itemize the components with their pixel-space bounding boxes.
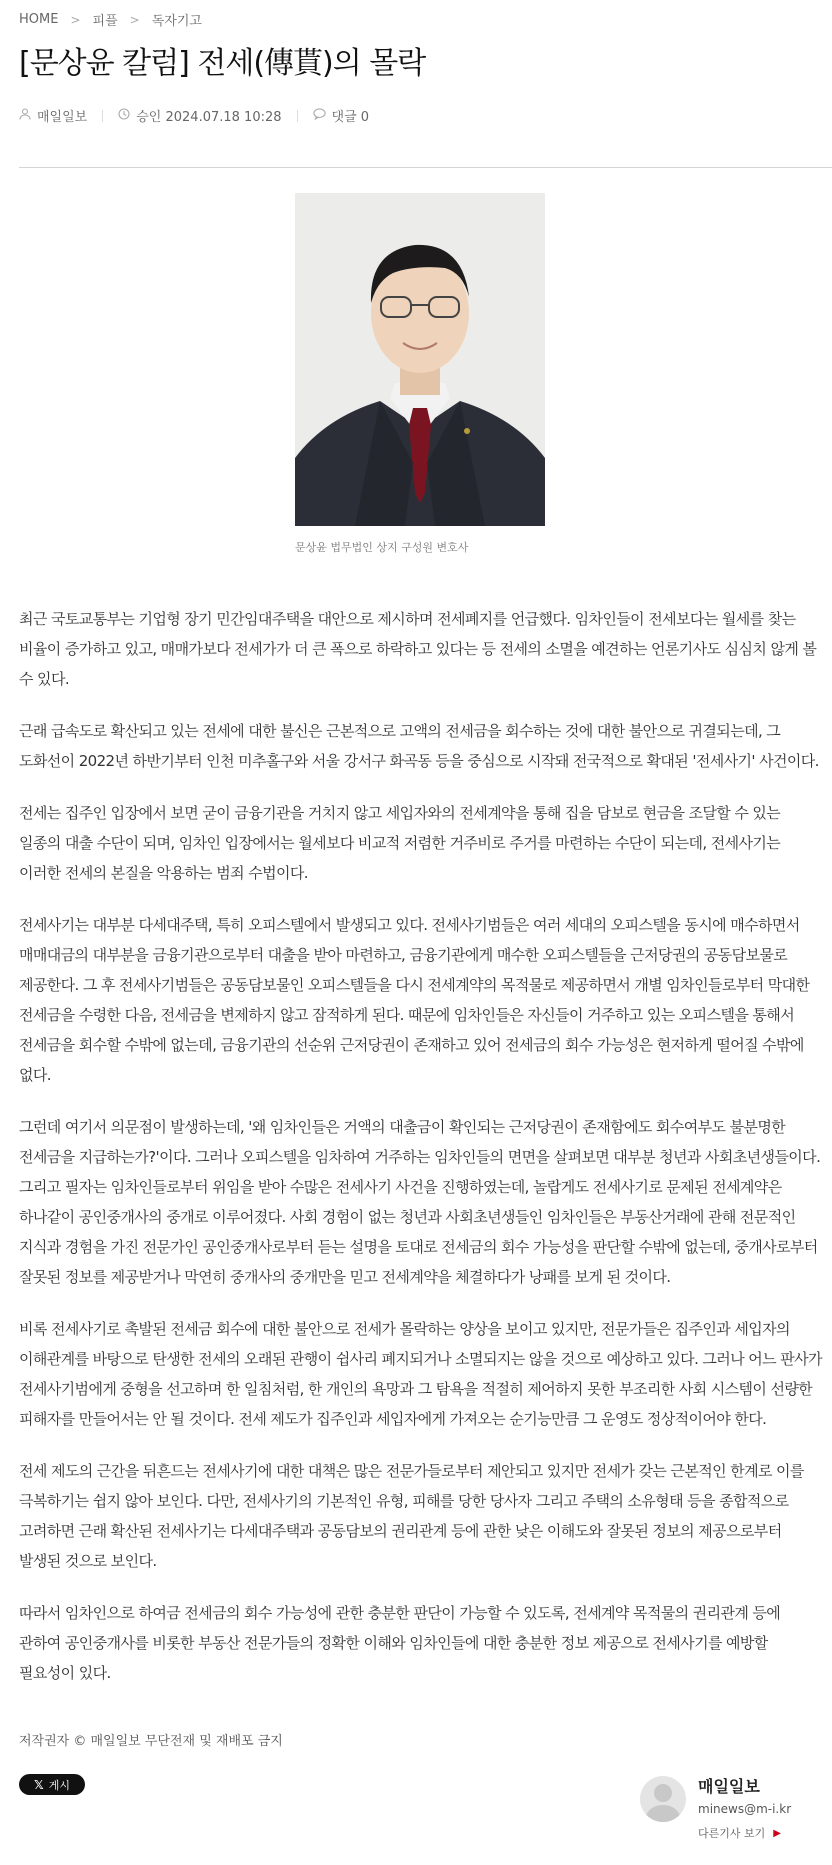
- date-meta: [118, 106, 281, 125]
- comment-count: 댓글 0: [331, 110, 370, 125]
- paragraph: 전세 제도의 근간을 뒤흔드는 전세사기에 대한 대책은 많은 전문가들로부터 제안되고 있지만 전세가 갖는 근본적인 한계로 이를 극복하기는 쉽지 않아 보인다. 다만, 전세사기의 기본적인 유형, 피해를 당한 당사자 그리고 주택의 소유형태 등을 종합적으로 고려하면 근래 확산된 전세사기는 다세대주택과 공동담보의 권리관계 등에 관한 낮은 이해도와 잘못된 정보의 제공으로부터 발생된 것으로 보인다.: [19, 1462, 804, 1570]
- meta-divider: [297, 110, 298, 122]
- paragraph: 그런데 여기서 의문점이 발생하는데, '왜 임차인들은 거액의 대출금이 확인되는 근저당권이 존재함에도 회수여부도 불분명한 전세금을 지급하는가?'이다. 그러나 오피스텔을 임차하여 거주하는 임차인들의 면면을 살펴보면 대부분 청년과 사회초년생들이다. 그리고 필자는 임차인들로부터 위임을 받아 수많은 전세사기 사건을 진행하였는데, 놀랍게도 전세사기로 문제된 전세계약은 하나같이 공인중개사의 중개로 이루어졌다. 사회 경험이 없는 청년과 사회초년생들인 임차인들은 부동산거래에 관해 전문적인 지식과 경험을 가진 전문가인 공인중개사로부터 듣는 설명을 토대로 전세금의 회수 가능성을 판단할 수밖에 없는데, 중개사로부터 잘못된 정보를 제공받거나 막연히 중개사의 중개만을 믿고 전세계약을 체결하다가 낭패를 보게 된 것이다.: [19, 1118, 821, 1286]
- author-box: [640, 1768, 830, 1858]
- comment-icon: [313, 108, 326, 124]
- paragraph: 근래 급속도로 확산되고 있는 전세에 대한 불신은 근본적으로 고액의 전세금을 회수하는 것에 대한 불안으로 귀결되는데, 그 도화선이 2022년 하반기부터 인천 미추홀구와 서울 강서구 화곡동 등을 중심으로 시작돼 전국적으로 확대된 '전세사기' 사건이다.: [19, 722, 819, 770]
- caret-right-icon: ▶: [773, 1827, 781, 1839]
- approved-date: 승인 2024.07.18 10:28: [136, 110, 282, 125]
- x-post-button[interactable]: [19, 1774, 85, 1795]
- author-box-name: 매일일보: [698, 1777, 760, 1796]
- author-name: 매일일보: [37, 110, 88, 125]
- breadcrumb-home-link[interactable]: HOME: [19, 12, 59, 27]
- more-articles-link[interactable]: [698, 1825, 781, 1841]
- paragraph: 전세사기는 대부분 다세대주택, 특히 오피스텔에서 발생되고 있다. 전세사기범들은 여러 세대의 오피스텔을 동시에 매수하면서 매매대금의 대부분을 금융기관으로부터 대출을 받아 마련하고, 금융기관에게 매수한 오피스텔들을 근저당권의 공동담보물로 제공한다. 그 후 전세사기범들은 공동담보물인 오피스텔들을 다시 전세계약의 목적물로 제공하면서 개별 임차인들로부터 막대한 전세금을 수령한 다음, 전세금을 변제하지 않고 잠적하게 된다. 때문에 임차인들은 자신들이 거주하고 있는 오피스텔을 통해서 전세금을 회수할 수밖에 없는데, 금융기관의 선순위 근저당권이 존재하고 있어 전세금의 회수 가능성은 현저하게 떨어질 수밖에 없다.: [19, 916, 810, 1084]
- avatar: [640, 1776, 686, 1822]
- x-logo-icon: 𝕏: [34, 1777, 44, 1792]
- author-email[interactable]: minews@m-i.kr: [698, 1802, 792, 1816]
- photo-caption: 문상윤 법무법인 상지 구성원 변호사: [295, 541, 469, 554]
- meta-divider: [102, 110, 103, 122]
- paragraph: 비록 전세사기로 촉발된 전세금 회수에 대한 불안으로 전세가 몰락하는 양상을 보이고 있지만, 전문가들은 집주인과 세입자의 이해관계를 바탕으로 탄생한 전세의 오래된 관행이 쉽사리 폐지되거나 소멸되지는 않을 것으로 예상하고 있다. 그러나 어느 판사가 전세사기범에게 중형을 선고하며 한 일침처럼, 한 개인의 욕망과 그 탐욕을 적절히 제어하지 못한 부조리한 사회 시스템이 선량한 피해자를 만들어서는 안 될 것이다. 전세 제도가 집주인과 세입자에게 가져오는 순기능만큼 그 운영도 정상적이어야 한다.: [19, 1320, 822, 1428]
- copyright-notice: 저작권자 © 매일일보 무단전재 및 재배포 금지: [19, 1734, 283, 1749]
- article-body: [19, 604, 822, 1710]
- article-meta: [19, 106, 369, 125]
- breadcrumb: [19, 10, 202, 29]
- comments-meta[interactable]: [313, 106, 370, 125]
- author-meta: [19, 106, 87, 125]
- paragraph: 최근 국토교통부는 기업형 장기 민간임대주택을 대안으로 제시하며 전세폐지를 언급했다. 임차인들이 전세보다는 월세를 찾는 비율이 증가하고 있고, 매매가보다 전세가가 더 큰 폭으로 하락하고 있다는 등 전세의 소멸을 예견하는 언론기사도 심심치 않게 볼 수 있다.: [19, 610, 817, 688]
- header-divider: [19, 167, 832, 168]
- user-icon: [19, 108, 31, 124]
- chevron-right-icon: >: [129, 12, 140, 27]
- breadcrumb-subsection-link[interactable]: 독자기고: [151, 14, 202, 29]
- chevron-right-icon: >: [70, 12, 81, 27]
- paragraph: 전세는 집주인 입장에서 보면 굳이 금융기관을 거치지 않고 세입자와의 전세계약을 통해 집을 담보로 현금을 조달할 수 있는 일종의 대출 수단이 되며, 임차인 입장에서는 월세보다 비교적 저렴한 거주비로 주거를 마련하는 수단이 되는데, 전세사기는 이러한 전세의 본질을 악용하는 범죄 수법이다.: [19, 804, 781, 882]
- page-title: [문상윤 칼럼] 전세(傳貰)의 몰락: [19, 46, 426, 81]
- share-label: 게시: [48, 1778, 70, 1792]
- breadcrumb-section-link[interactable]: 피플: [92, 14, 118, 29]
- more-articles-label: 다른기사 보기: [698, 1827, 766, 1840]
- clock-icon: [118, 108, 130, 124]
- author-portrait: [295, 193, 545, 526]
- paragraph: 따라서 임차인으로 하여금 전세금의 회수 가능성에 관한 충분한 판단이 가능할 수 있도록, 전세계약 목적물의 권리관계 등에 관하여 공인중개사를 비롯한 부동산 전문가들의 정확한 이해와 임차인들에 대한 충분한 정보 제공으로 전세사기를 예방할 필요성이 있다.: [19, 1604, 781, 1682]
